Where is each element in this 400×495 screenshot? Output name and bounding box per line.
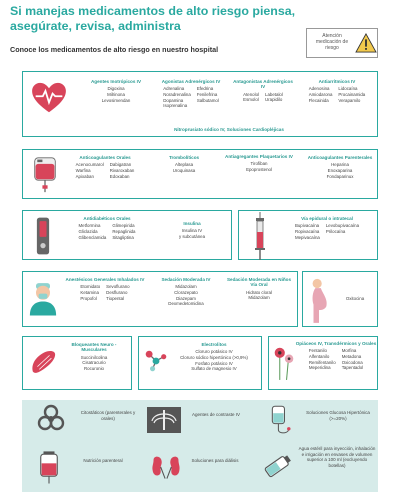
dialisis-label: Soluciones para diálisis bbox=[191, 458, 239, 463]
drug-item: Milrinona bbox=[107, 92, 125, 97]
drug-item: Edoxaban bbox=[109, 173, 130, 179]
drug-item: Digoxina bbox=[107, 86, 125, 92]
drug-item: Metformina bbox=[78, 223, 101, 229]
group-anticoagulantes-parenterales bbox=[305, 155, 375, 179]
drug-item: Fondaparinux bbox=[326, 173, 354, 179]
muscle-icon bbox=[29, 347, 57, 375]
page-title: Si manejas medicamentos de alto riesgo piensa, asegúrate, revisa, administra bbox=[10, 4, 296, 33]
drug-item: Adrenalina bbox=[163, 86, 185, 92]
group-heading: Electrolitos bbox=[201, 342, 227, 347]
drug-item: Flecainida bbox=[308, 97, 329, 103]
group-via-epidural bbox=[279, 216, 375, 240]
drug-item: Dopamina bbox=[163, 97, 184, 103]
panel-cardiovascular bbox=[22, 71, 378, 137]
group-sedacion-ninos bbox=[223, 277, 295, 301]
group-heading: Sedación Moderada en Niños Vía Oral bbox=[226, 277, 292, 288]
group-antiarritmicos bbox=[297, 79, 377, 103]
citostaticos-label: Citostáticos (parenterales y orales) bbox=[80, 410, 136, 421]
panel-epidural bbox=[238, 210, 378, 260]
group-heading: Agonistas Adrenérgicos IV bbox=[161, 79, 221, 84]
anesthesia-mask-icon bbox=[29, 278, 57, 318]
panel-anticoagulation bbox=[22, 149, 378, 199]
drug-item: Uroquinasa bbox=[172, 168, 196, 173]
group-adrenergicos bbox=[153, 79, 229, 109]
glucometer-icon bbox=[36, 214, 50, 258]
risk-alert-box bbox=[306, 28, 378, 58]
drug-item: Cloruro potásico IV bbox=[195, 349, 233, 355]
drug-item: Fenilefrina bbox=[196, 92, 218, 97]
drug-item: Amiodarona bbox=[308, 92, 333, 97]
bottom-section bbox=[22, 400, 378, 492]
drug-item: Mepivacaína bbox=[294, 234, 320, 240]
blood-bag-icon bbox=[33, 153, 57, 197]
drug-item: Alteplasa bbox=[174, 162, 194, 168]
drug-item: Procainamida bbox=[338, 92, 366, 97]
group-opiaceos bbox=[295, 341, 377, 371]
drug-item: Tirofiban bbox=[250, 161, 268, 167]
group-heading: Agentes Inotrópicos IV bbox=[90, 79, 142, 84]
group-heading: Anticoagulantes Parenterales bbox=[307, 155, 373, 160]
drug-item: Insulina IV bbox=[181, 228, 203, 234]
kidney-icon bbox=[150, 454, 182, 480]
drug-item: Clorazepato bbox=[174, 290, 198, 295]
nutricion-label: Nutrición parenteral bbox=[83, 458, 123, 463]
group-antiagregantes bbox=[223, 154, 295, 173]
group-heading: Opiáceos IV, Transdérmicos y Orales bbox=[295, 341, 377, 346]
panel-antidiabetics-insulin bbox=[22, 210, 232, 260]
drug-item: Morfina bbox=[341, 348, 357, 354]
drug-item: Etomidato bbox=[80, 284, 101, 290]
drug-item: Glibenclamida bbox=[78, 234, 107, 240]
drug-item: Oxicodona bbox=[341, 359, 363, 365]
drug-item: Ketamina bbox=[80, 290, 99, 295]
drug-item: Fentanilo bbox=[308, 348, 327, 354]
drug-item: Isoprenalina bbox=[163, 103, 188, 109]
drug-item: y subcutánea bbox=[178, 234, 206, 239]
drug-item: Labetalol bbox=[265, 91, 283, 97]
warning-icon bbox=[355, 33, 377, 53]
drug-item: Midazolam bbox=[248, 295, 270, 301]
drug-item: Oxitocina bbox=[345, 296, 365, 301]
drug-item: Midazolam bbox=[175, 284, 197, 290]
glucosa-label: Soluciones Glucosa Hipertónica (>=20%) bbox=[306, 410, 370, 421]
biohazard-icon bbox=[36, 404, 66, 434]
panel-anesthesia-sedation bbox=[22, 271, 298, 327]
iv-drip-icon bbox=[268, 404, 294, 438]
page-subtitle: Conoce los medicamentos de alto riesgo en nuestro hospital bbox=[10, 45, 219, 54]
group-antidiabeticos bbox=[63, 216, 151, 240]
drug-item: Tiopental bbox=[106, 295, 125, 301]
group-inotropicos bbox=[81, 79, 151, 103]
group-insulina bbox=[155, 221, 229, 240]
poppy-icon bbox=[273, 343, 295, 383]
group-heading: Insulina bbox=[183, 221, 201, 226]
group-heading: Antiagregantes Plaquetarios IV bbox=[225, 154, 293, 159]
drug-item: Cloruro sódico hipertónico (>0,9%) bbox=[180, 355, 248, 360]
drug-item: Efedrina bbox=[196, 86, 214, 92]
drug-item: Levobupivacaína bbox=[325, 223, 360, 229]
drug-item: Adenosina bbox=[308, 86, 330, 92]
group-oxitocina bbox=[333, 296, 377, 302]
drug-item: Urapidilo bbox=[265, 97, 283, 103]
drug-item: Acenocumarol bbox=[75, 162, 104, 168]
drug-item: Dexmedetomidina bbox=[168, 301, 204, 307]
drug-item: Meperidina bbox=[308, 365, 331, 371]
iv-bottle-icon bbox=[38, 450, 60, 484]
drug-item: Cisatracurio bbox=[82, 360, 106, 366]
group-electrolitos bbox=[167, 342, 261, 372]
group-antagonistas bbox=[231, 79, 295, 103]
group-footer-nitroprusiato: Nitroprusiato sódico IV, Soluciones Cardiopléjicas bbox=[174, 127, 284, 132]
drug-item: Apixaban bbox=[75, 173, 94, 179]
panel-oxitocina bbox=[302, 271, 378, 327]
panel-opiaceos bbox=[268, 336, 378, 390]
contraste-label: Agentes de contraste IV bbox=[191, 412, 241, 417]
drug-item: Tapentadol bbox=[341, 365, 364, 371]
drug-item: Succinilcolina bbox=[80, 354, 108, 360]
drug-item: Sulfato de magnesio IV bbox=[191, 366, 237, 372]
heart-monitor-icon bbox=[31, 82, 67, 114]
drug-item: Repaglinida bbox=[112, 229, 136, 234]
drug-item: Dabigatran bbox=[109, 162, 132, 168]
agua-label: Agua estéril para inyección, inhalación e irrigación en envases de volumen superior a 100 ml (excluyendo botellas) bbox=[298, 446, 376, 468]
drug-item: Bupivacaína bbox=[294, 223, 320, 229]
drug-item: Heparina bbox=[331, 162, 349, 168]
drug-item: Sitagliptina bbox=[112, 234, 134, 240]
group-heading: Anticoagulantes Orales bbox=[79, 155, 131, 160]
drug-item: Glimepirida bbox=[112, 223, 135, 229]
xray-icon bbox=[146, 406, 182, 434]
panel-electrolitos bbox=[138, 336, 262, 390]
group-sedacion-iv bbox=[153, 277, 219, 307]
drug-item: Fosfato potásico IV bbox=[195, 360, 233, 366]
group-heading: Anestésicos Generales Inhalados IV bbox=[65, 277, 145, 282]
drug-item: Salbutamol bbox=[196, 97, 219, 103]
drug-item: Alfentanilo bbox=[308, 354, 330, 359]
group-heading: Antagonistas Adrenérgicos IV bbox=[233, 79, 293, 90]
drug-item: Sevoflurano bbox=[106, 284, 130, 290]
panel-bloqueantes bbox=[22, 336, 132, 390]
drug-item: Enoxaparina bbox=[327, 168, 353, 173]
drug-item: Epoprostenol bbox=[246, 167, 272, 172]
drug-item: Metadona bbox=[341, 354, 362, 359]
drug-item: Diazepam bbox=[176, 295, 196, 301]
drug-item: Esmolol bbox=[243, 97, 259, 103]
group-heading: Antiarrítmicos IV bbox=[318, 79, 356, 84]
drug-item: Lidocaína bbox=[338, 86, 358, 92]
drug-item: Ropivacaína bbox=[294, 229, 320, 234]
drug-item: Atenolol bbox=[243, 91, 260, 97]
group-heading: Sedación Moderada IV bbox=[161, 277, 211, 282]
drug-item: Noradrenalina bbox=[163, 92, 191, 97]
group-heading: Vía epidural o intratecal bbox=[301, 216, 353, 221]
group-bloqueantes bbox=[59, 342, 129, 372]
drug-item: Levosimendan bbox=[101, 97, 131, 103]
group-anticoagulantes-orales bbox=[63, 155, 147, 179]
group-tromboliticos bbox=[157, 155, 211, 174]
drug-item: Hidrato cloral bbox=[246, 289, 272, 295]
drug-item: Verapamilo bbox=[338, 97, 361, 103]
risk-alert-text: Atención medicación de riesgo bbox=[315, 33, 349, 51]
drug-item: Gliclazida bbox=[78, 229, 98, 234]
drug-item: Rocuronio bbox=[83, 366, 104, 371]
molecule-icon bbox=[144, 349, 168, 373]
drug-item: Remifentanilo bbox=[308, 359, 336, 365]
water-vial-icon bbox=[260, 452, 294, 482]
syringe-icon bbox=[253, 212, 267, 260]
group-anestesicos bbox=[61, 277, 149, 301]
drug-item: Rivaroxaban bbox=[109, 168, 135, 173]
group-heading: Bloqueantes Neuro - Musculares bbox=[71, 342, 117, 353]
drug-item: Warfina bbox=[75, 168, 91, 173]
group-heading: Trombolíticos bbox=[168, 155, 200, 160]
drug-item: Desflurano bbox=[106, 290, 128, 295]
drug-item: Propofol bbox=[80, 295, 97, 301]
group-heading: Antidiabéticos Orales bbox=[83, 216, 131, 221]
drug-item: Prilocaína bbox=[325, 229, 346, 234]
pregnant-woman-icon bbox=[308, 275, 330, 325]
